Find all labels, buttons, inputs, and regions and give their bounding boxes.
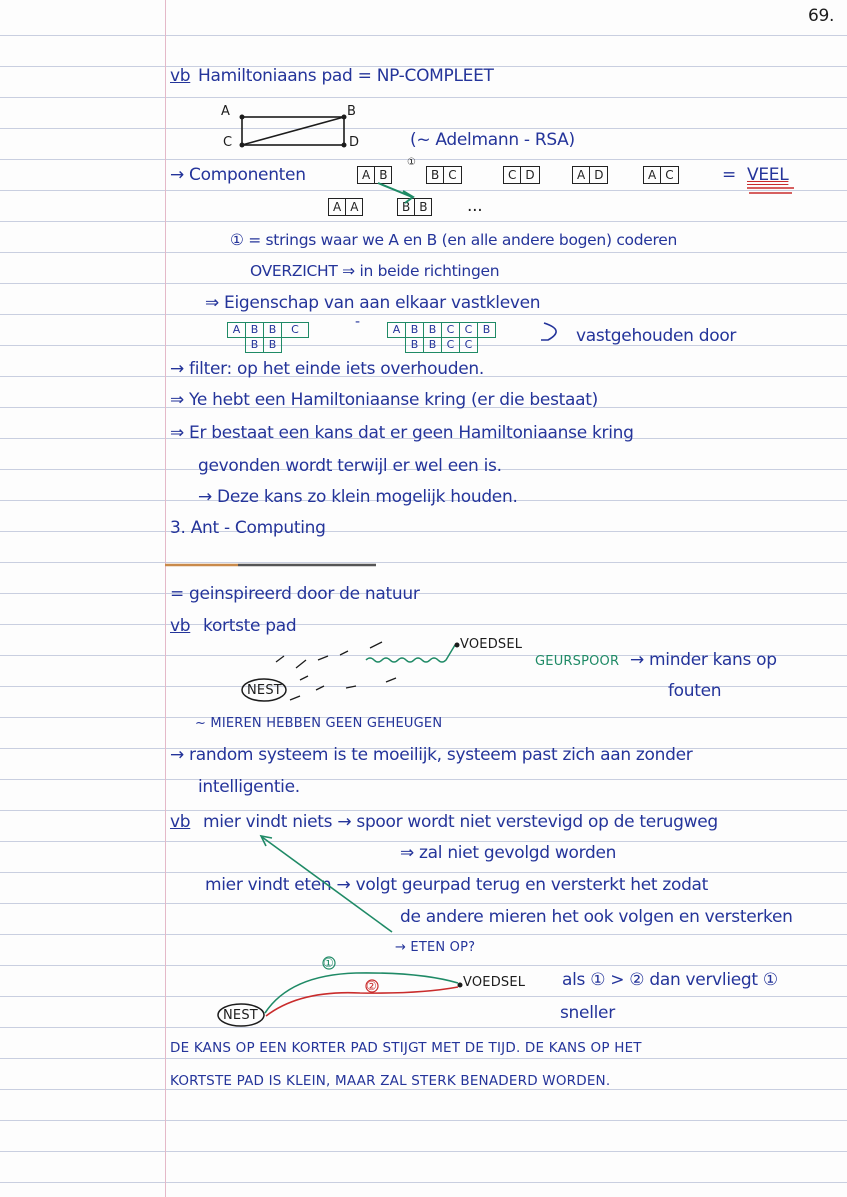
voedsel-label: VOEDSEL [460, 637, 523, 652]
strip-right-cell: C [459, 322, 478, 338]
vertex-c-dot [240, 143, 245, 148]
strip-right-cell: B [423, 337, 442, 353]
strip-right-cell: B [423, 322, 442, 338]
veel-label: VEEL [747, 165, 789, 185]
component-aa-right: A [345, 199, 362, 215]
graph-node-d: D [349, 135, 360, 150]
component-bc [426, 166, 462, 184]
component-bb [397, 198, 432, 216]
vertex-d-dot [342, 143, 347, 148]
strip-left-cell: B [245, 322, 264, 338]
component-bc-left: B [431, 168, 440, 182]
strip-dash: - [355, 314, 360, 330]
path-one-line [265, 973, 458, 1013]
component-ab-left: A [362, 168, 371, 182]
fouten-note: fouten [668, 681, 722, 701]
strip-right-cell: B [405, 337, 424, 353]
graph-drawing [242, 117, 344, 145]
strip-right [388, 323, 496, 353]
example-prefix: vb [170, 66, 191, 86]
nest-label: NEST [247, 683, 282, 698]
graph-vertices [240, 115, 347, 148]
strip-right-cell: A [387, 322, 406, 338]
veel-underline [747, 188, 794, 193]
strip-left-cell: A [227, 322, 246, 338]
strip-right-cell: B [405, 322, 424, 338]
minder-kans-note: → minder kans op [630, 650, 777, 670]
eten-op-note: → ETEN OP? [395, 940, 476, 955]
heading-hamiltonian: Hamiltoniaans pad = NP-COMPLEET [198, 66, 494, 86]
component-ac-right: C [660, 167, 677, 183]
circled-one-mark: ① [407, 157, 417, 168]
strip-left-cell: C [281, 322, 309, 338]
component-ab [357, 166, 392, 184]
strip-right-cell [477, 337, 496, 353]
adelmann-note: (~ Adelmann - RSA) [410, 130, 575, 150]
voedsel-label-2: VOEDSEL [463, 975, 526, 990]
strip-right-cell: C [459, 337, 478, 353]
component-cd-right: D [520, 167, 538, 183]
component-cd [503, 166, 540, 184]
component-ab-right: B [374, 167, 391, 183]
component-ac-left: A [648, 168, 657, 182]
scent-trail [366, 645, 455, 662]
vertex-a-dot [240, 115, 245, 120]
kortste-pad-label: kortste pad [203, 616, 297, 636]
strip-left-cell: B [245, 337, 264, 353]
strip-right-cell: C [441, 337, 460, 353]
componenten-label: → Componenten [170, 165, 306, 185]
path-one-label: ① [323, 956, 334, 970]
example-prefix: vb [170, 616, 191, 636]
graph-node-b: B [347, 104, 357, 119]
strip-left-cell [227, 337, 246, 353]
graph-rectangle [242, 117, 344, 145]
margin-line [165, 0, 166, 1197]
sneller-note: sneller [560, 1003, 615, 1023]
zal-niet-note: ⇒ zal niet gevolgd worden [400, 843, 617, 863]
strip-left-cell: B [263, 322, 282, 338]
example-prefix: vb [170, 812, 191, 832]
conclusion-line2: KORTSTE PAD IS KLEIN, MAAR ZAL STERK BENADERD WORDEN. [170, 1073, 611, 1089]
component-cd-left: C [508, 168, 517, 182]
ant-strokes [276, 642, 396, 700]
component-bb-right: B [414, 199, 431, 215]
strip-left-cell: B [263, 337, 282, 353]
random-note-line2: intelligentie. [198, 777, 300, 797]
ellipsis: ... [467, 196, 483, 216]
overzicht-note: OVERZICHT ⇒ in beide richtingen [250, 262, 500, 280]
component-bb-left: B [402, 200, 411, 214]
food-dot [455, 643, 460, 648]
component-aa [328, 198, 363, 216]
deze-kans-note: → Deze kans zo klein mogelijk houden. [198, 487, 518, 507]
er-bestaat-note: ⇒ Er bestaat een kans dat er geen Hamiltoniaanse kring [170, 423, 634, 443]
conclusion-line1: DE KANS OP EEN KORTER PAD STIJGT MET DE TIJD. DE KANS OP HET [170, 1040, 642, 1056]
graph-diagonal [242, 117, 344, 145]
andere-mieren-note: de andere mieren het ook volgen en versterken [400, 907, 793, 927]
nest-label-2: NEST [223, 1008, 258, 1023]
mier-vindt-eten-note: mier vindt eten → volgt geurpad terug en versterkt het zodat [205, 875, 709, 895]
component-ad [572, 166, 608, 184]
section-ant-computing: 3. Ant - Computing [170, 518, 326, 538]
geurspoor-label: GEURSPOOR [535, 654, 620, 669]
equals-sign: = [722, 165, 736, 185]
mier-vindt-niets-note: mier vindt niets → spoor wordt niet verstevigd op de terugweg [203, 812, 718, 832]
component-aa-left: A [333, 200, 342, 214]
strip-right-cell [387, 337, 406, 353]
graph-node-a: A [221, 104, 231, 119]
page-number: 69. [808, 6, 835, 26]
als-note: als ① > ② dan vervliegt ① [562, 970, 778, 990]
food-dot-2 [458, 983, 463, 988]
strip-right-cell: C [441, 322, 460, 338]
geinspireerd-note: = geinspireerd door de natuur [170, 584, 420, 604]
strip-left [228, 323, 309, 353]
vertex-b-dot [342, 115, 347, 120]
curved-arrow-icon [541, 323, 556, 340]
eigenschap-note: ⇒ Eigenschap van aan elkaar vastkleven [205, 293, 541, 313]
graph-node-c: C [223, 135, 233, 150]
component-ad-left: A [577, 168, 586, 182]
gevonden-note: gevonden wordt terwijl er wel een is. [198, 456, 502, 476]
random-note-line1: → random systeem is te moeilijk, systeem past zich aan zonder [170, 745, 693, 765]
path-two-label: ② [366, 979, 377, 993]
strings-note: ① = strings waar we A en B (en alle andere bogen) coderen [230, 231, 677, 249]
filter-note: → filter: op het einde iets overhouden. [170, 359, 484, 379]
hamiltonian-cycle-note: ⇒ Ye hebt een Hamiltoniaanse kring (er die bestaat) [170, 390, 598, 410]
component-ad-right: D [589, 167, 607, 183]
vastgehouden-note: vastgehouden door [576, 326, 737, 346]
component-bc-right: C [443, 167, 460, 183]
mieren-note: ~ MIEREN HEBBEN GEEN GEHEUGEN [195, 716, 443, 731]
component-ac [643, 166, 679, 184]
strip-left-cell [281, 337, 309, 353]
strip-right-cell: B [477, 322, 496, 338]
path-two-line [266, 987, 458, 1016]
